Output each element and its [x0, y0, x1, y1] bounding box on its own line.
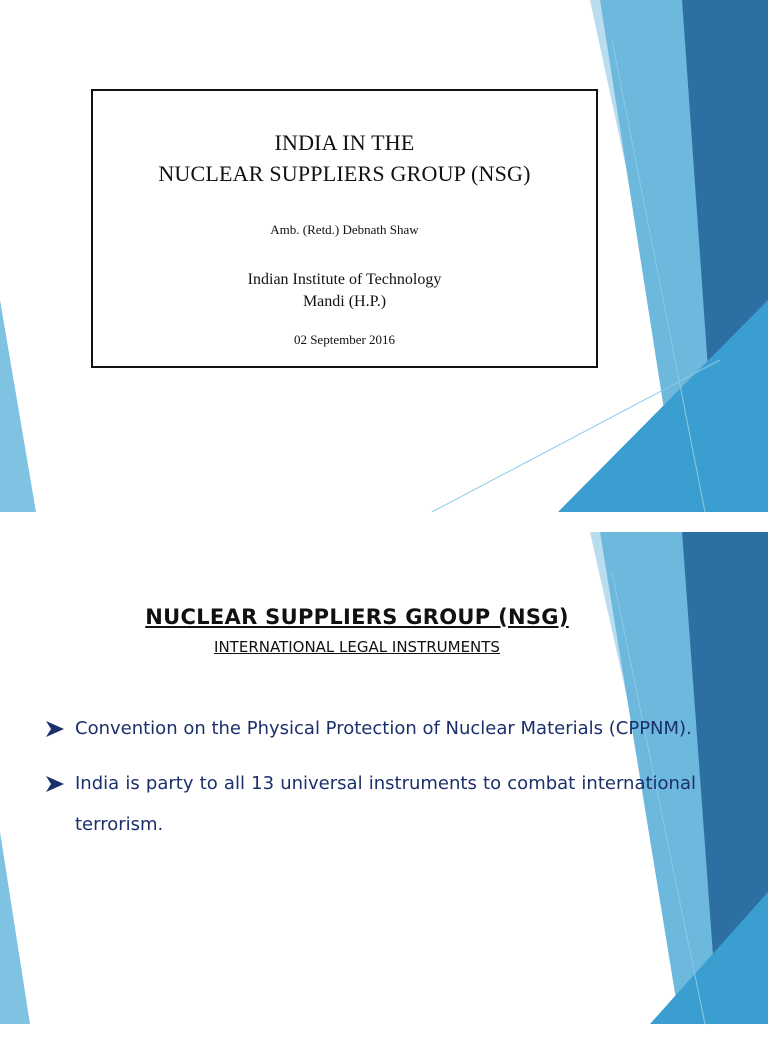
deco-left-light: [0, 300, 36, 512]
title-line-1: INDIA IN THE: [274, 130, 415, 155]
institute: [93, 269, 596, 313]
list-item: [46, 763, 696, 845]
slide-gap: [0, 512, 768, 532]
institute-line-1: Indian Institute of Technology: [247, 271, 442, 288]
presentation-date: 02 September 2016: [293, 332, 396, 347]
institute-line-2: Mandi (H.P.): [302, 293, 387, 310]
presentation-title: [93, 127, 596, 189]
slide-1: [0, 0, 768, 512]
presenter-name: Amb. (Retd.) Debnath Shaw: [270, 222, 419, 237]
bullet-list: [46, 708, 696, 859]
title-box: [91, 89, 598, 368]
title-line-2: NUCLEAR SUPPLIERS GROUP (NSG): [158, 161, 531, 186]
list-item: [46, 708, 696, 749]
arrow-bullet-icon: [46, 721, 64, 737]
bullet-text: Convention on the Physical Protection of Nuclear Materials (CPPNM).: [75, 718, 692, 739]
bullet-text: India is party to all 13 universal instruments to combat international terrorism.: [75, 773, 696, 835]
deco-left-light: [0, 832, 30, 1024]
slide-subtitle: INTERNATIONAL LEGAL INSTRUMENTS: [214, 638, 500, 656]
slide-2: [0, 532, 768, 1044]
slide-title: NUCLEAR SUPPLIERS GROUP (NSG): [145, 605, 569, 629]
arrow-bullet-icon: [46, 776, 64, 792]
